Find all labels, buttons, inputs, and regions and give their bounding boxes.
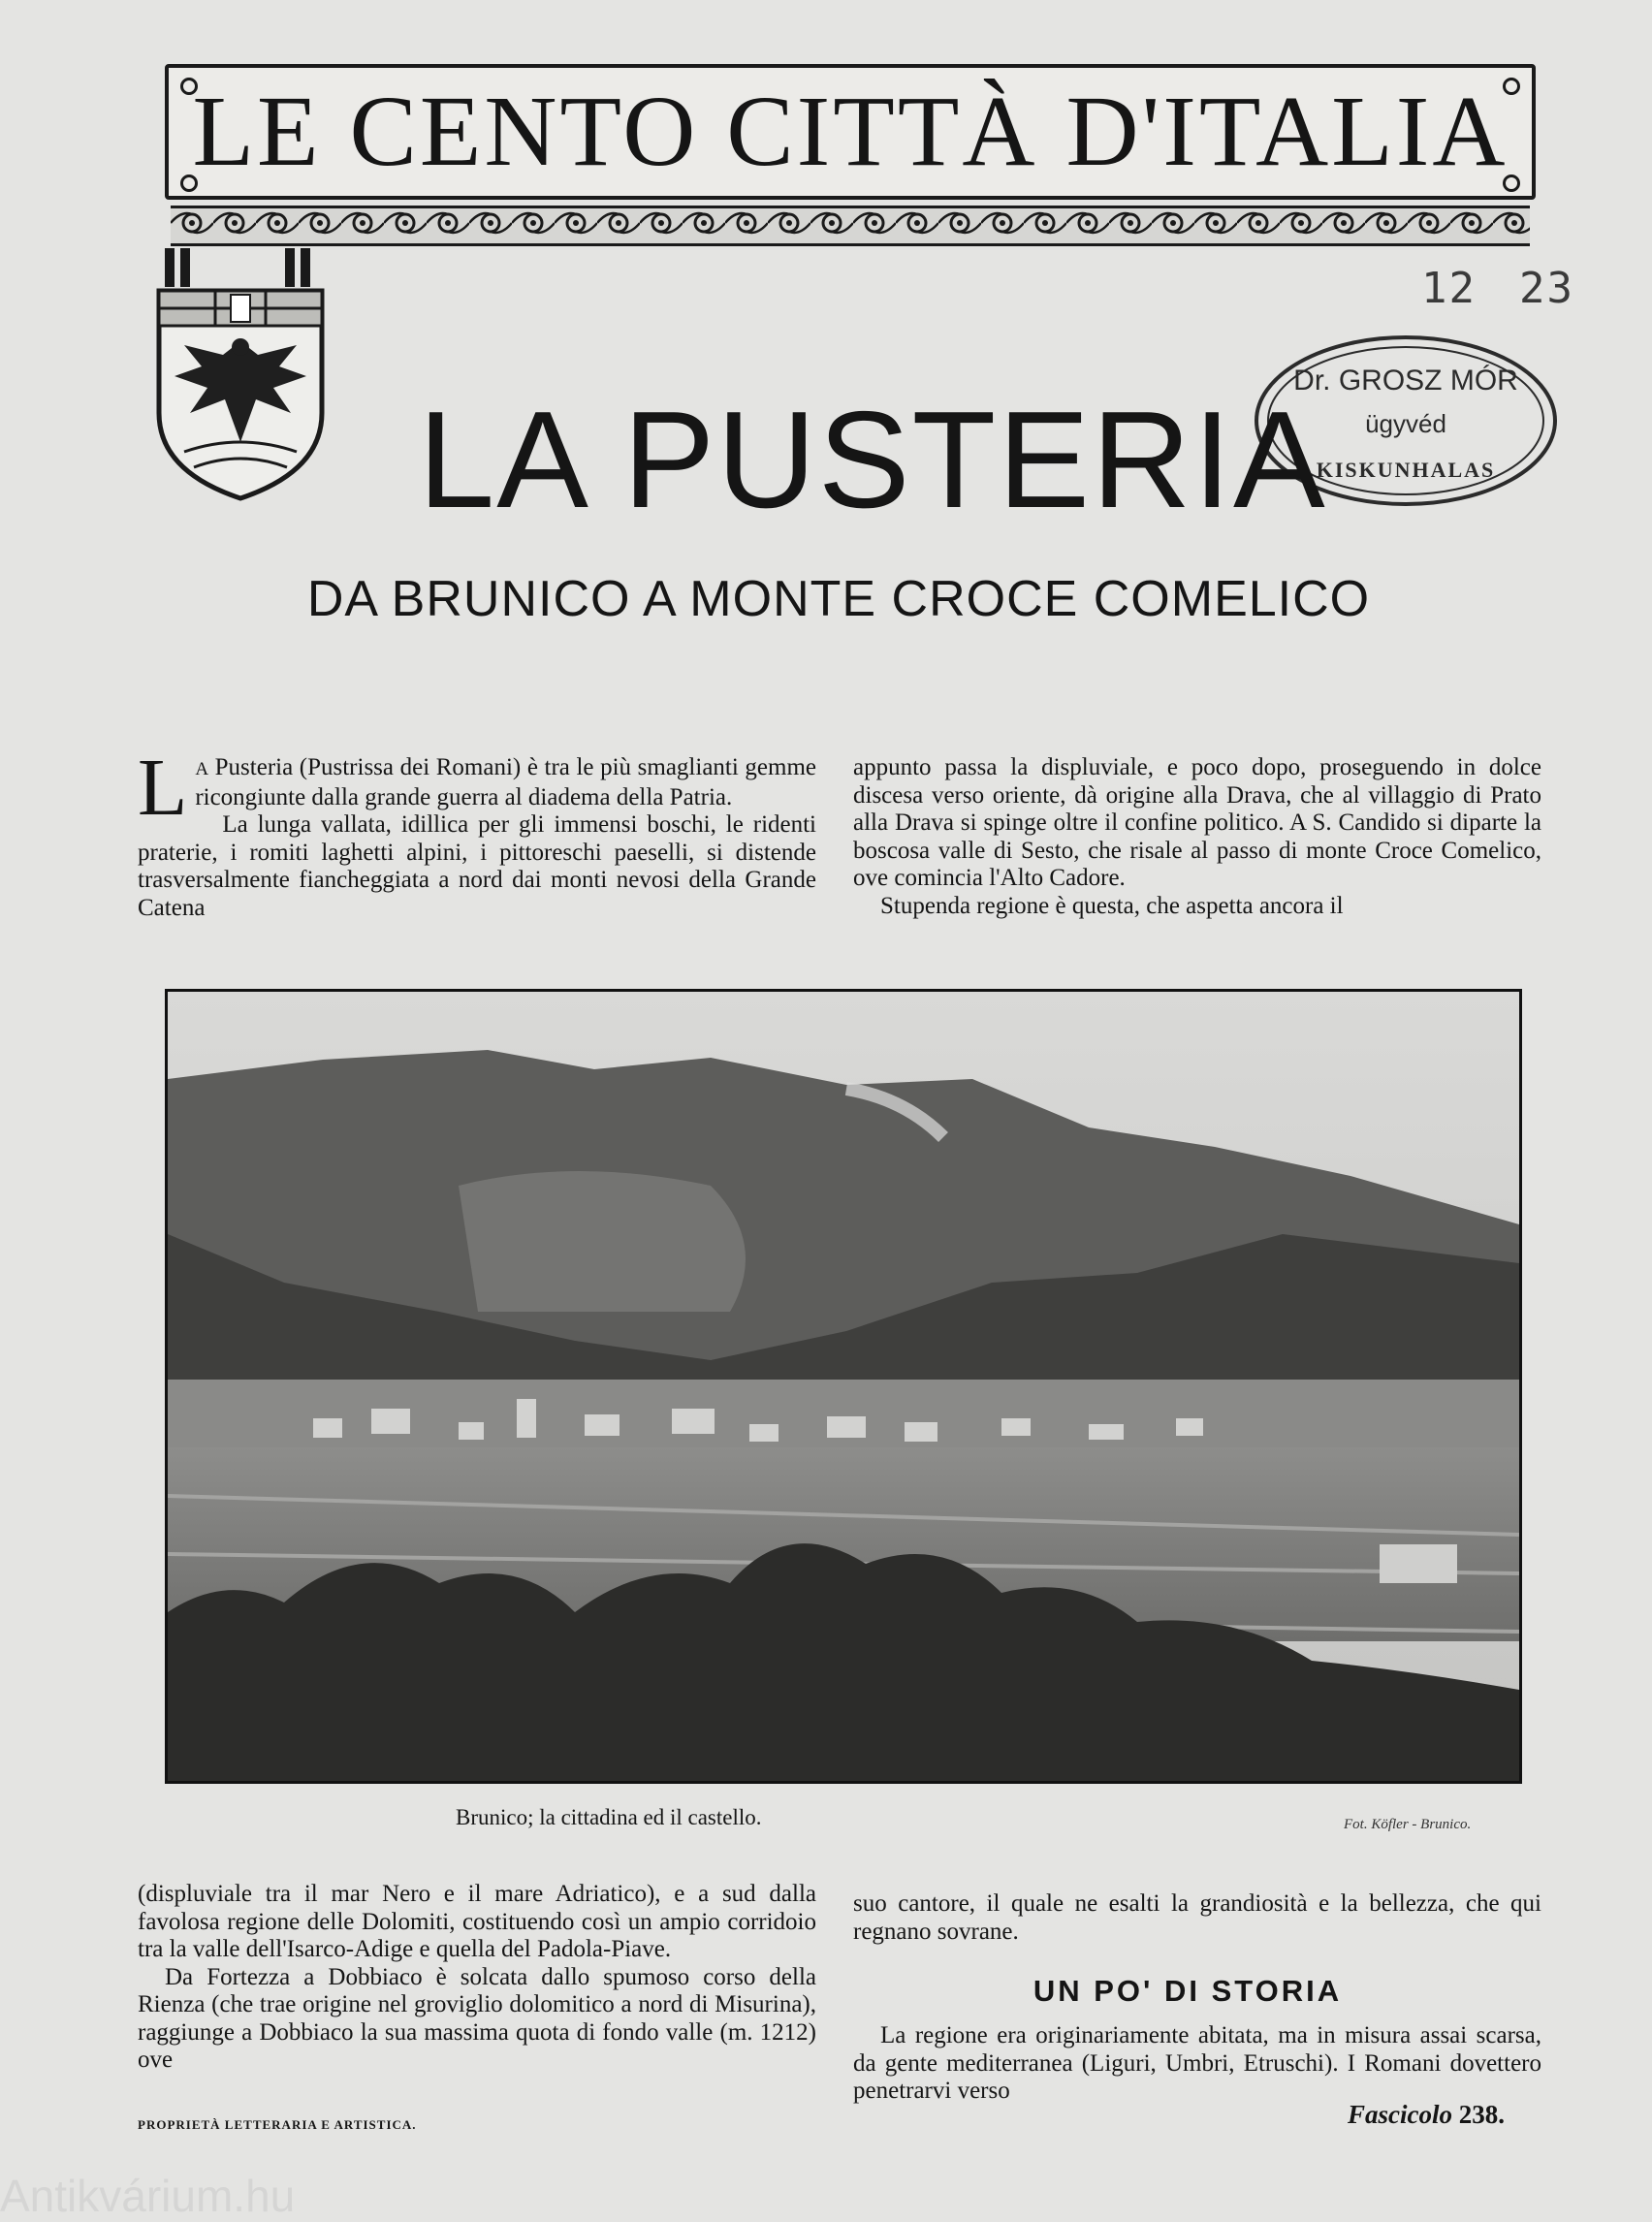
column-2-top: [853, 754, 1541, 920]
paragraph: (displuviale tra il mar Nero e il mare Adriatico), e a sud dalla favolosa regione delle Dolomiti, costituendo così un ampio corridoio tra la valle dell'Isarco-Adige e quella del Padola-Piave.: [138, 1881, 816, 1962]
photo-caption: Brunico; la cittadina ed il castello.: [456, 1805, 762, 1829]
watermark: Antikvárium.hu: [0, 2171, 296, 2221]
pillar-icon: [285, 248, 295, 287]
stamp-city: KISKUNHALAS: [1316, 458, 1496, 482]
ornamental-band: [171, 206, 1530, 246]
photo-credit: Fot. Köfler - Brunico.: [1344, 1817, 1472, 1832]
rights-notice: PROPRIETÀ LETTERARIA E ARTISTICA.: [138, 2117, 417, 2132]
pillar-icon: [165, 248, 175, 287]
section-heading: UN PO' DI STORIA: [1032, 1974, 1343, 2008]
pillar-icon: [301, 248, 310, 287]
paragraph: L A Pusteria (Pustrissa dei Romani) è tra le più smaglianti gemme ricongiunte dalla grande guerra al diadema della Patria.: [138, 743, 816, 833]
scroll-ornament-icon: [171, 208, 1530, 238]
column-1-top: [138, 743, 816, 922]
paragraph: appunto passa la displuviale, e poco dopo, proseguendo in dolce discesa verso oriente, dà origine alla Drava, che al villaggio di Prato alla Drava si spinge oltre il confine politico. A S. Candido si diparte la boscosa valle di Sesto, che risale al passo di monte Croce Comelico, ove comincia l'Alto Cadore.: [853, 754, 1541, 891]
landscape-photo-icon: [168, 992, 1519, 1781]
column-1-bottom: [138, 1881, 816, 2075]
drop-cap: L: [138, 743, 188, 833]
stamp-number: 12 23: [1421, 264, 1574, 313]
stamp-name: Dr. GROSZ MÓR: [1293, 365, 1518, 397]
coat-of-arms-icon: [155, 287, 326, 502]
article-title: LA PUSTERIA: [418, 383, 1327, 537]
fascicolo-label: Fascicolo 238.: [1348, 2100, 1505, 2129]
column-2-bottom-intro: [853, 1890, 1541, 1946]
paragraph: suo cantore, il quale ne esalti la grandiosità e la bellezza, che qui regnano sovrane.: [853, 1890, 1541, 1945]
article-subtitle: DA BRUNICO A MONTE CROCE COMELICO: [306, 571, 1371, 627]
fascicolo-number: 238.: [1458, 2100, 1505, 2129]
stamp-role: ügyvéd: [1365, 409, 1446, 438]
paragraph: Stupenda regione è questa, che aspetta ancora il: [880, 892, 1344, 919]
masthead-title: LE CENTO CITTÀ D'ITALIA: [192, 76, 1509, 187]
paragraph: La regione era originariamente abitata, ma in misura assai scarsa, da gente mediterranea (Liguri, Umbri, Etruschi). I Romani dovettero penetrarvi verso: [853, 2022, 1541, 2104]
column-2-bottom: [853, 2022, 1541, 2106]
paragraph: Da Fortezza a Dobbiaco è solcata dallo spumoso corso della Rienza (che trae origine nel groviglio dolomitico a nord di Misurina), raggiunge a Dobbiaco la sua massima quota di fondo valle (m. 1212) ove: [138, 1963, 816, 2073]
paragraph: La lunga vallata, idillica per gli immensi boschi, le ridenti praterie, i romiti laghetti alpini, i pittoreschi paeselli, si distende trasversalmente fiancheggiata a nord dai monti nevosi della Grande Catena: [138, 811, 816, 921]
pillar-icon: [180, 248, 190, 287]
photo-brunico: [165, 989, 1522, 1784]
